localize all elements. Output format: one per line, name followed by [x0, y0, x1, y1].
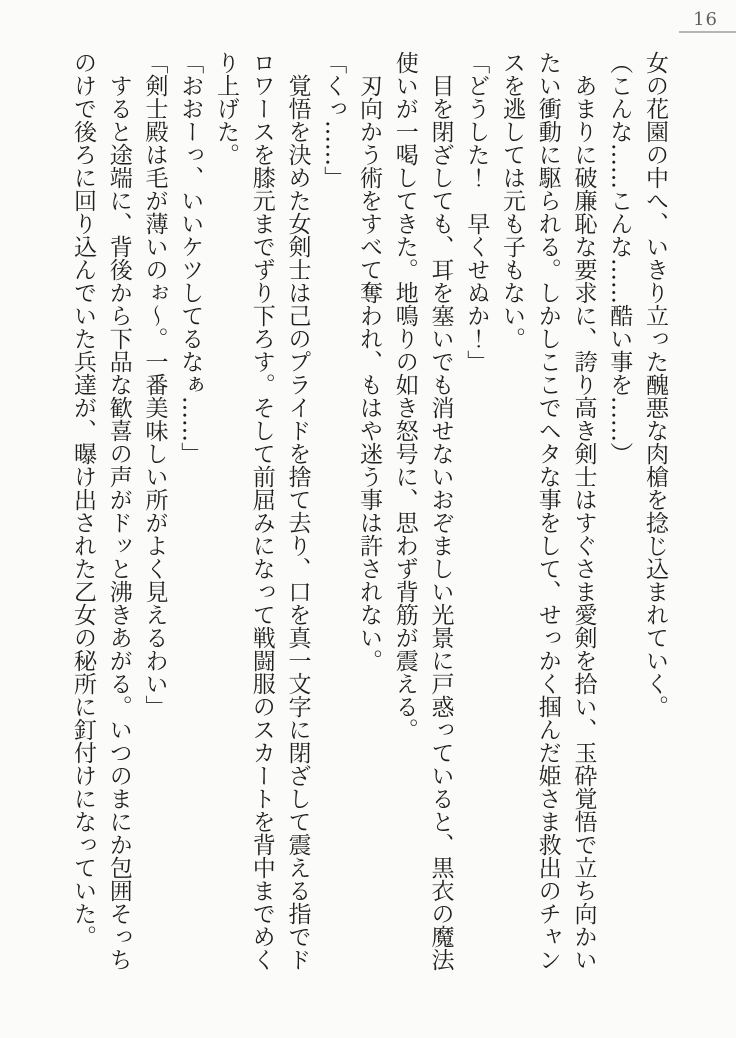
- paragraph: （こんな……こんな……酷い事を……）: [606, 51, 633, 465]
- paragraph: すると途端に、背後から下品な歓喜の声がドッと沸きあがる。いつのまにか包囲そっちのけで後ろに回り込んでいた兵達が、曝け出された乙女の秘所に釘付けになっていた。: [70, 51, 132, 971]
- page-number-rule: [679, 31, 736, 33]
- paragraph: 女の花園の中へ、いきり立った醜悪な肉槍を捻じ込まれていく。: [642, 51, 668, 718]
- paragraph: 「剣士殿は毛が薄いのぉ～。一番美味しい所がよく見えるわい」: [141, 51, 168, 718]
- page-text: [64, 51, 672, 971]
- paragraph: 「くっ……」: [320, 51, 347, 189]
- paragraph: 「おおーっ、いいケツしてるなぁ……」: [177, 51, 204, 465]
- paragraph: 覚悟を決めた女剣士は己のプライドを捨て去り、口を真一文字に閉ざして震える指でドロワースを膝元までずり下ろす。そして前屈みになって戦闘服のスカートを背中までめくり上げた。: [213, 51, 311, 971]
- paragraph: あまりに破廉恥な要求に、誇り高き剣士はすぐさま愛剣を拾い、玉砕覚悟で立ち向かいたい衝動に駆られる。しかしここでヘタな事をして、せっかく掴んだ姫さま救出のチャンスを逃しては元も子もない。: [499, 51, 597, 971]
- paragraph: 「どうした！ 早くせぬか！」: [463, 51, 490, 373]
- paragraph: 刃向かう術をすべて奪われ、もはや迷う事は許されない。: [356, 74, 382, 672]
- page-number: 16: [693, 9, 718, 30]
- paragraph: 目を閉ざしても、耳を塞いでも消せないおぞましい光景に戸惑っていると、黒衣の魔法使いが一喝してきた。地鳴りの如き怒号に、思わず背筋が震える。: [391, 51, 454, 971]
